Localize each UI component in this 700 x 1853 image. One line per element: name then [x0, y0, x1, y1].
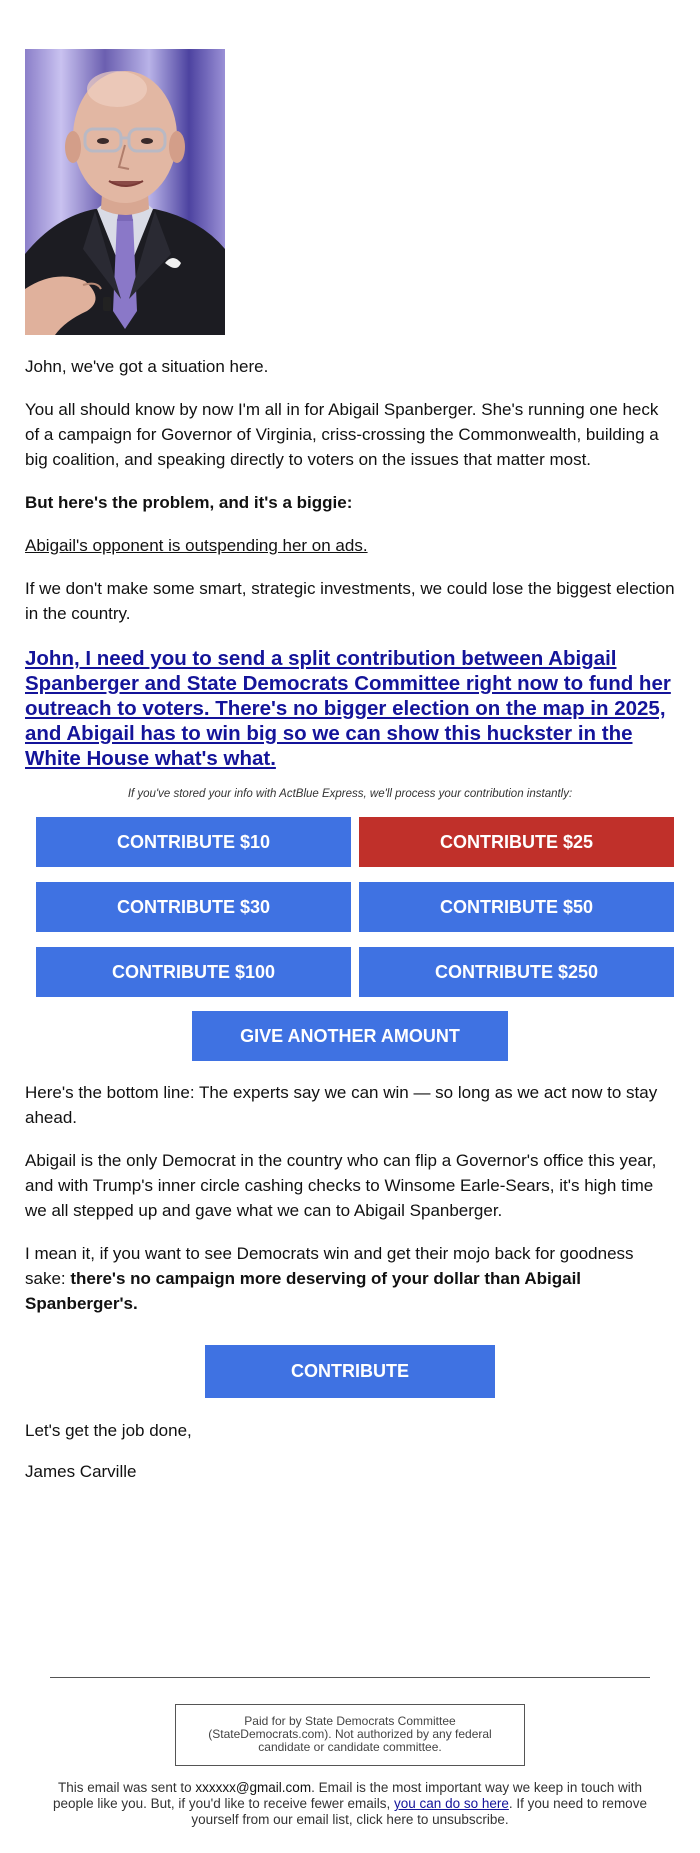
contribute-25-button[interactable]: CONTRIBUTE $25 [359, 817, 674, 867]
mojo-paragraph [25, 1241, 675, 1316]
greeting-text: John, we've got a situation here. [25, 357, 269, 376]
recipient-email: xxxxxx@gmail.com [195, 1780, 312, 1795]
contribute-50-button[interactable]: CONTRIBUTE $50 [359, 882, 674, 932]
footer-divider [50, 1677, 650, 1678]
portrait-illustration [25, 49, 225, 335]
signature: James Carville [25, 1462, 137, 1481]
footer-sent-middle: . Email is the most important way we keep in touch with people like you. But, if you'd like to receive fewer emails, [53, 1780, 642, 1811]
donation-button-grid [36, 817, 664, 997]
contribute-30-button[interactable]: CONTRIBUTE $30 [36, 882, 351, 932]
fewer-emails-link[interactable]: you can do so here [394, 1796, 509, 1811]
contribute-10-button[interactable]: CONTRIBUTE $10 [36, 817, 351, 867]
contribute-250-button[interactable]: CONTRIBUTE $250 [359, 947, 674, 997]
bottom-line-paragraph: Here's the bottom line: The experts say we can win — so long as we act now to stay ahead. [25, 1083, 658, 1127]
opponent-statement: Abigail's opponent is outspending her on ads. [25, 536, 368, 555]
paid-for-disclaimer: Paid for by State Democrats Committee (StateDemocrats.com). Not authorized by any federal candidate or candidate committee. [175, 1704, 525, 1766]
split-contribution-link[interactable]: John, I need you to send a split contribution between Abigail Spanberger and State Democrats Committee right now to fund her outreach to voters. There's no bigger election on the map in 2025, and Abigail has to win big so we can show this huckster in the White House what's what. [25, 647, 671, 770]
problem-heading: But here's the problem, and it's a biggie: [25, 493, 353, 512]
give-another-amount-button[interactable]: GIVE ANOTHER AMOUNT [192, 1011, 508, 1061]
contribute-button[interactable]: CONTRIBUTE [205, 1345, 495, 1398]
actblue-express-note: If you've stored your info with ActBlue Express, we'll process your contribution instantly: [127, 788, 573, 800]
contribute-100-button[interactable]: CONTRIBUTE $100 [36, 947, 351, 997]
carville-photo [25, 49, 225, 335]
mojo-text: I mean it, if you want to see Democrats win and get their mojo back for goodness sake: [25, 1244, 634, 1288]
investment-paragraph: If we don't make some smart, strategic investments, we could lose the biggest election in the country. [25, 579, 675, 623]
intro-paragraph: You all should know by now I'm all in for Abigail Spanberger. She's running one heck of a campaign for Governor of Virginia, criss-crossing the Commonwealth, building a big coalition, and speaking directly to voters on the issues that matter most. [25, 400, 659, 469]
footer-sent-prefix: This email was sent to [58, 1780, 196, 1795]
mojo-bold-text: there's no campaign more deserving of your dollar than Abigail Spanberger's. [25, 1269, 582, 1313]
footer-sent-suffix: . If you need to remove yourself from our email list, click here to unsubscribe. [191, 1796, 647, 1827]
footer-notice [50, 1780, 650, 1828]
flip-governor-paragraph: Abigail is the only Democrat in the country who can flip a Governor's office this year, and with Trump's inner circle cashing checks to Winsome Earle-Sears, it's high time we all stepped up and gave what we can to Abigail Spanberger. [25, 1151, 657, 1220]
closing-line: Let's get the job done, [25, 1421, 192, 1440]
